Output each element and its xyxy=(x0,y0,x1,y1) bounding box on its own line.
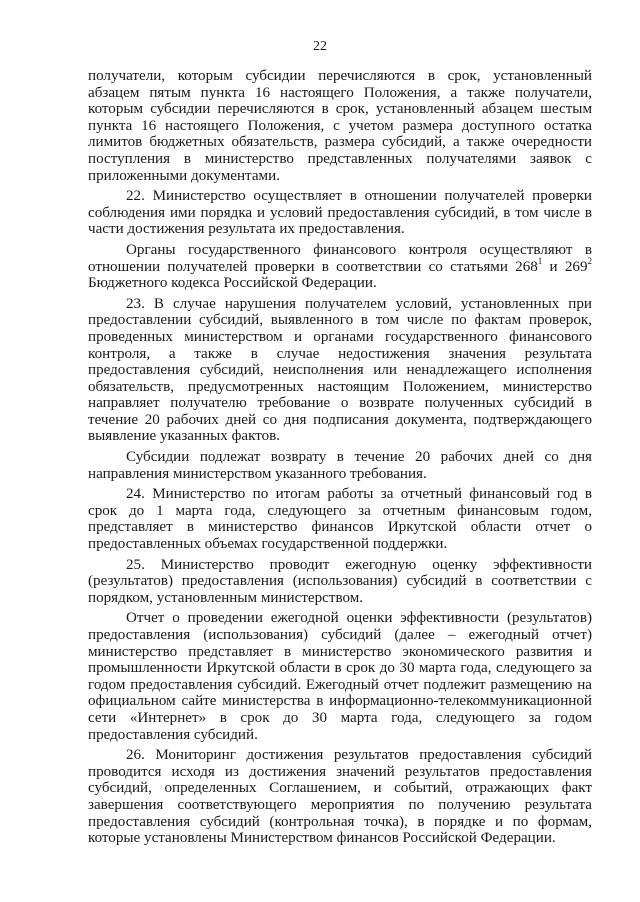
paragraph-23: 23. В случае нарушения получателем условий, установленных при предоставлении субсидий, выявленного в том числе по фактам проверок, проведенных министерством и органами государственного финансового контроля, а также в случае недостижения значения результата предоставления субсидий, неисполнения или ненадлежащего исполнения обязательств, предусмотренных настоящим Положением, министерство направляет получателю требование о возврате полученных субсидий в течение 20 рабочих дней со дня подписания документа, подтверждающего выявление указанных фактов. xyxy=(88,295,592,445)
paragraph-26: 26. Мониторинг достижения результатов предоставления субсидий проводится исходя из достижения значений результатов предоставления субсидий, определенных Соглашением, и событий, отражающих факт завершения соответствующего мероприятия по получению результата предоставления субсидий (контрольная точка), в порядке и по формам, которые установлены Министерством финансов Российской Федерации. xyxy=(88,747,592,847)
paragraph-text: Бюджетного кодекса Российской Федерации. xyxy=(88,275,377,292)
paragraph-financial-control xyxy=(88,242,592,292)
paragraph-continuation: получатели, которым субсидии перечисляются в срок, установленный абзацем пятым пункта 16 настоящего Положения, а также получатели, которым субсидии перечисляются в срок, установленный абзацем шестым пункта 16 настоящего Положения, с учетом размера доступного остатка лимитов бюджетных обязательств, размера субсидий, а также очередности поступления в министерство представленных получателями заявок с приложенными документами. xyxy=(88,68,592,184)
paragraph-refund: Субсидии подлежат возврату в течение 20 рабочих дней со дня направления министерством указанного требования. xyxy=(88,449,592,482)
page-number: 22 xyxy=(313,39,327,54)
superscript: 1 xyxy=(537,255,543,266)
paragraph-text: и 269 xyxy=(542,258,588,275)
superscript: 2 xyxy=(587,255,592,266)
paragraph-22: 22. Министерство осуществляет в отношении получателей проверки соблюдения ими порядка и условий предоставления субсидий, в том числе в части достижения результата их предоставления. xyxy=(88,188,592,238)
paragraph-text: Органы государственного финансового контроля осуществляют в отношении получателей проверки в соответствии со статьями 268 xyxy=(88,241,592,275)
paragraph-annual-report: Отчет о проведении ежегодной оценки эффективности (результатов) предоставления (использования) субсидий (далее – ежегодный отчет) министерство представляет в министерство экономического развития и промышленности Иркутской области в срок до 30 марта года, следующего за годом предоставления субсидий. Ежегодный отчет подлежит размещению на официальном сайте министерства в информационно-телекоммуникационной сети «Интернет» в срок до 30 марта года, следующего за годом предоставления субсидий. xyxy=(88,610,592,743)
document-body xyxy=(88,68,592,851)
paragraph-25: 25. Министерство проводит ежегодную оценку эффективности (результатов) предоставления (использования) субсидий в соответствии с порядком, установленным министерством. xyxy=(88,556,592,606)
paragraph-24: 24. Министерство по итогам работы за отчетный финансовый год в срок до 1 марта года, следующего за отчетным финансовым годом, представляет в министерство финансов Иркутской области отчет о предоставленных объемах государственной поддержки. xyxy=(88,486,592,553)
